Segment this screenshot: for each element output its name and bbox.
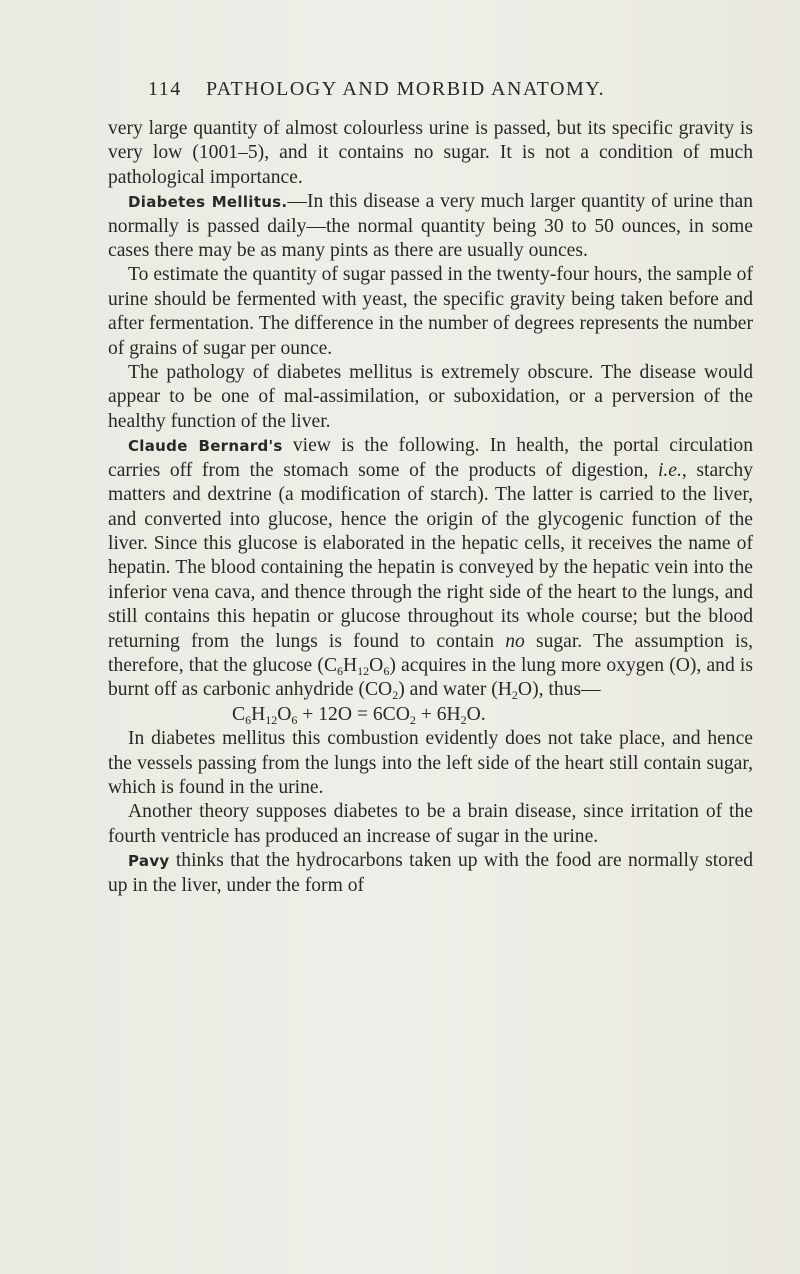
subscript: 2 — [511, 688, 518, 703]
subscript: 12 — [357, 663, 370, 678]
paragraph-diabetes-mellitus — [108, 190, 753, 263]
paragraph-text: very large quantity of almost colourless urine is passed, but its specific gravity is very low (1001–5), and it contains no sugar. It is not a condition of much pathological importance. — [108, 118, 753, 188]
paragraph-brain-theory — [108, 800, 753, 849]
subscript: 12 — [265, 712, 278, 727]
formula-text: O — [277, 703, 292, 725]
subscript: 6 — [337, 663, 344, 678]
formula-text: + 12O = 6CO — [297, 703, 410, 725]
section-heading-pavy: Pavy — [128, 852, 170, 871]
page-number: 114 — [148, 78, 182, 100]
paragraph-text: Another theory supposes diabetes to be a brain disease, since irritation of the fourth ventricle has produced an increase of sugar in the urine. — [108, 801, 753, 847]
paragraph-text: thinks that the hydrocarbons taken up with the food are normally stored up in the liver, under the form of — [108, 850, 753, 896]
paragraph-text: In diabetes mellitus this combustion evidently does not take place, and hence the vessels passing from the lungs into the left side of the heart still contain sugar, which is found in the urine. — [108, 728, 753, 798]
paragraph-pavy — [108, 849, 753, 898]
paragraph-combustion — [108, 727, 753, 800]
paragraph-text: O), thus— — [517, 679, 601, 701]
paragraph-text: To estimate the quantity of sugar passed in the twenty-four hours, the sample of urine should be fermented with yeast, the specific gravity being taken before and after fermentation. The difference in the number of degrees represents the number of grains of sugar per ounce. — [108, 264, 753, 359]
paragraph-text: ) acquires in the lung more oxygen (O), and is burnt off as carbonic anhydride (CO — [108, 654, 753, 701]
paragraph-pathology — [108, 361, 753, 434]
formula-text: O. — [466, 703, 486, 725]
body-text — [108, 117, 753, 898]
paragraph-text: sugar. The assumption is, therefore, that the glucose (C — [108, 630, 753, 676]
italic-text: i.e. — [657, 459, 682, 481]
formula-text: O — [369, 654, 384, 676]
paragraph-claude-bernard — [108, 434, 753, 702]
paragraph-diabetes-insipidus-end — [108, 117, 753, 190]
formula-text: H — [251, 703, 266, 725]
section-heading-diabetes-mellitus: Diabetes Mellitus. — [128, 193, 288, 212]
chemical-equation — [108, 703, 753, 727]
subscript: 2 — [460, 712, 467, 727]
running-head — [148, 78, 748, 101]
paragraph-text: , starchy matters and dextrine (a modification of starch). The latter is carried to the liver, and converted into glucose, hence the origin of the glycogenic function of the liver. Since this glucose is elaborated in the hepatic cells, it receives the name of hepatin. The blood containing the hepatin is conveyed by the hepatic vein into the inferior vena cava, and thence through the right side of the heart to the lungs, and still contains this hepatin or glucose throughout its whole course; but the blood returning from the lungs is found to contain — [108, 459, 754, 652]
paragraph-text: The pathology of diabetes mellitus is extremely obscure. The disease would appear to be one of mal-assimilation, or suboxidation, or a perversion of the healthy function of the liver. — [108, 362, 753, 432]
subscript: 6 — [291, 712, 298, 727]
paragraph-text: —In this disease a very much larger quantity of urine than normally is passed daily—the normal quantity being 30 to 50 ounces, in some cases there may be as many pints as there are usually ounces. — [108, 191, 753, 262]
subscript: 6 — [245, 712, 252, 727]
paragraph-text: view is the following. In health, the portal circulation carries off from the stomach some of the products of digestion, — [108, 435, 754, 481]
paragraph-sugar-estimation — [108, 263, 753, 361]
formula-text: + 6H — [415, 703, 461, 725]
paragraph-text: ) and water (H — [398, 679, 512, 701]
formula-text: H — [343, 654, 358, 676]
italic-text: no — [505, 630, 525, 652]
subscript: 2 — [409, 712, 416, 727]
subscript: 2 — [392, 688, 399, 703]
formula-text: C — [232, 703, 246, 725]
running-title: PATHOLOGY AND MORBID ANATOMY. — [206, 78, 606, 100]
section-heading-claude-bernard: Claude Bernard's — [128, 437, 283, 456]
subscript: 6 — [383, 663, 390, 678]
